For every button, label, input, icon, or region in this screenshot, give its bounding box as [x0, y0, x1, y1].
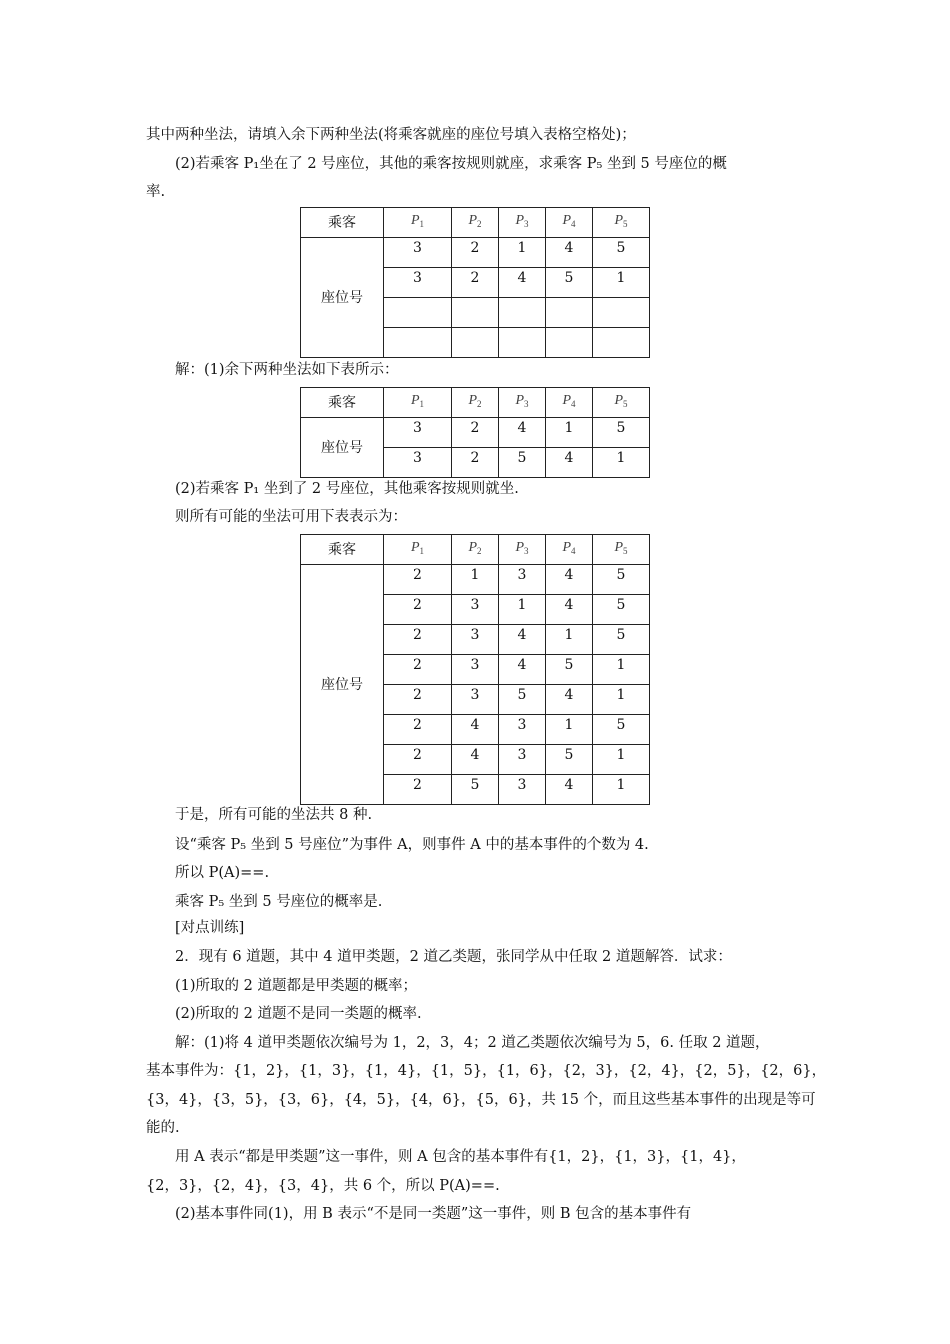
header-passenger-p1 — [384, 388, 452, 418]
passenger-index: 3 — [524, 219, 529, 229]
text-line: [对点训练] — [175, 920, 245, 936]
passenger-index: 5 — [623, 546, 628, 556]
passenger-symbol: P — [468, 213, 478, 228]
text-line: 2．现有 6 道题，其中 4 道甲类题，2 道乙类题，张同学从中任取 2 道题解答．试求： — [175, 949, 732, 965]
text-line: 解：(1)余下两种坐法如下表所示： — [175, 362, 399, 378]
seat-cell: 2 — [384, 685, 452, 715]
seat-cell: 5 — [593, 418, 650, 448]
passenger-index: 1 — [419, 546, 425, 556]
header-passenger-p5 — [593, 208, 650, 238]
text-line: 能的. — [146, 1120, 180, 1136]
text-line: 基本事件为：{1，2}，{1，3}，{1，4}，{1，5}，{1，6}，{2，3}，{2，4}，{2，5}，{2，6}， — [146, 1063, 827, 1079]
text-line: {2，3}，{2，4}，{3，4}，共 6 个，所以 P(A)==. — [146, 1178, 500, 1194]
seat-cell: 5 — [593, 238, 650, 268]
header-passenger: 乘客 — [301, 208, 384, 238]
seat-cell: 4 — [499, 625, 546, 655]
passenger-symbol: P — [515, 393, 525, 408]
passenger-symbol: P — [468, 540, 478, 555]
passenger-index: 4 — [571, 219, 576, 229]
seat-cell: 2 — [452, 268, 499, 298]
text-line: (1)所取的 2 道题都是甲类题的概率； — [175, 978, 417, 994]
seat-cell: 4 — [546, 448, 593, 478]
passenger-index: 4 — [571, 399, 576, 409]
passenger-index: 1 — [419, 219, 425, 229]
passenger-symbol: P — [562, 393, 572, 408]
seat-cell: 1 — [593, 745, 650, 775]
seating-table-1 — [300, 207, 650, 358]
seat-cell: 1 — [593, 268, 650, 298]
seat-cell: 2 — [384, 715, 452, 745]
text-line: {3，4}，{3，5}，{3，6}，{4，5}，{4，6}，{5，6}，共 15 个，而且这些基本事件的出现是等可 — [146, 1092, 816, 1108]
seat-cell — [384, 328, 452, 358]
passenger-index: 2 — [477, 219, 482, 229]
text-line: 则所有可能的坐法可用下表表示为： — [175, 509, 407, 525]
seat-cell: 1 — [452, 565, 499, 595]
passenger-symbol: P — [468, 393, 478, 408]
seat-cell: 3 — [452, 625, 499, 655]
seat-cell — [384, 298, 452, 328]
seat-cell: 2 — [384, 595, 452, 625]
passenger-symbol: P — [410, 540, 420, 555]
text-line: 于是，所有可能的坐法共 8 种. — [175, 807, 373, 823]
seat-cell: 5 — [546, 268, 593, 298]
passenger-symbol: P — [410, 213, 420, 228]
seat-cell: 2 — [384, 565, 452, 595]
passenger-index: 2 — [477, 546, 482, 556]
seating-table-2 — [300, 387, 650, 478]
seat-cell: 1 — [546, 715, 593, 745]
text-line: (2)若乘客 P₁坐在了 2 号座位，其他的乘客按规则就座，求乘客 P₅ 坐到 5 号座位的概 — [175, 156, 727, 172]
passenger-index: 1 — [419, 399, 425, 409]
seat-cell: 4 — [546, 595, 593, 625]
seat-cell: 1 — [593, 448, 650, 478]
text-line: (2)所取的 2 道题不是同一类题的概率. — [175, 1006, 422, 1022]
seat-cell: 1 — [593, 775, 650, 805]
seat-cell: 2 — [384, 745, 452, 775]
seat-cell: 5 — [593, 595, 650, 625]
header-passenger-p3 — [499, 208, 546, 238]
seat-cell: 3 — [452, 655, 499, 685]
seat-cell: 4 — [452, 715, 499, 745]
passenger-symbol: P — [614, 213, 624, 228]
seat-cell: 2 — [452, 238, 499, 268]
row-label-seat: 座位号 — [301, 418, 384, 478]
header-passenger-p1 — [384, 208, 452, 238]
header-passenger-p2 — [452, 388, 499, 418]
seat-cell: 4 — [546, 775, 593, 805]
header-passenger-p4 — [546, 388, 593, 418]
seat-cell: 2 — [384, 655, 452, 685]
seat-cell: 5 — [593, 715, 650, 745]
table-row — [301, 565, 650, 595]
seat-cell: 4 — [499, 655, 546, 685]
text-line: 所以 P(A)==. — [175, 865, 270, 881]
seat-cell: 2 — [384, 625, 452, 655]
text-line: 解：(1)将 4 道甲类题依次编号为 1，2，3，4；2 道乙类题依次编号为 5，6. 任取 2 道题， — [175, 1035, 770, 1051]
text-line: 乘客 P₅ 坐到 5 号座位的概率是. — [175, 894, 383, 910]
seat-cell: 2 — [452, 448, 499, 478]
seat-cell: 1 — [499, 595, 546, 625]
seat-cell — [452, 298, 499, 328]
table-row — [301, 238, 650, 268]
text-line: (2)基本事件同(1)，用 B 表示“不是同一类题”这一事件，则 B 包含的基本事件有 — [175, 1206, 692, 1222]
seat-cell: 1 — [546, 418, 593, 448]
seat-cell: 5 — [499, 685, 546, 715]
row-label-seat: 座位号 — [301, 565, 384, 805]
passenger-index: 3 — [524, 546, 529, 556]
seat-cell: 5 — [546, 745, 593, 775]
seat-cell — [499, 328, 546, 358]
seat-cell: 4 — [499, 268, 546, 298]
header-passenger-p3 — [499, 535, 546, 565]
passenger-symbol: P — [614, 540, 624, 555]
seat-cell: 5 — [499, 448, 546, 478]
header-passenger-p3 — [499, 388, 546, 418]
seat-cell: 3 — [452, 685, 499, 715]
header-passenger-p5 — [593, 388, 650, 418]
seat-cell: 1 — [546, 625, 593, 655]
seat-cell — [546, 328, 593, 358]
passenger-index: 2 — [477, 399, 482, 409]
text-line: 用 A 表示“都是甲类题”这一事件，则 A 包含的基本事件有{1，2}，{1，3}，{1，4}， — [175, 1149, 746, 1165]
seat-cell: 3 — [452, 595, 499, 625]
passenger-symbol: P — [410, 393, 420, 408]
seat-cell — [499, 298, 546, 328]
seat-cell — [593, 328, 650, 358]
seat-cell: 1 — [593, 655, 650, 685]
seat-cell: 4 — [546, 238, 593, 268]
seat-cell: 3 — [384, 268, 452, 298]
passenger-symbol: P — [515, 213, 525, 228]
header-passenger-p4 — [546, 208, 593, 238]
row-label-seat: 座位号 — [301, 238, 384, 358]
passenger-symbol: P — [515, 540, 525, 555]
passenger-symbol: P — [614, 393, 624, 408]
seat-cell: 3 — [384, 448, 452, 478]
seat-cell: 3 — [499, 745, 546, 775]
header-passenger: 乘客 — [301, 535, 384, 565]
passenger-index: 5 — [623, 399, 628, 409]
header-passenger-p2 — [452, 535, 499, 565]
text-line: 其中两种坐法，请填入余下两种坐法(将乘客就座的座位号填入表格空格处)； — [146, 127, 636, 143]
seat-cell: 5 — [593, 625, 650, 655]
seat-cell: 1 — [499, 238, 546, 268]
seat-cell: 4 — [499, 418, 546, 448]
seat-cell: 3 — [499, 715, 546, 745]
seat-cell: 3 — [384, 238, 452, 268]
seat-cell: 1 — [593, 685, 650, 715]
seat-cell — [452, 328, 499, 358]
seat-cell: 5 — [593, 565, 650, 595]
seat-cell — [546, 298, 593, 328]
text-line: 设“乘客 P₅ 坐到 5 号座位”为事件 A，则事件 A 中的基本事件的个数为 4. — [175, 837, 649, 853]
seat-cell: 3 — [499, 775, 546, 805]
seat-cell: 2 — [452, 418, 499, 448]
seat-cell: 4 — [452, 745, 499, 775]
seat-cell: 5 — [452, 775, 499, 805]
passenger-symbol: P — [562, 540, 572, 555]
header-passenger-p1 — [384, 535, 452, 565]
text-line: (2)若乘客 P₁ 坐到了 2 号座位，其他乘客按规则就坐. — [175, 481, 519, 497]
seat-cell: 3 — [384, 418, 452, 448]
seat-cell: 4 — [546, 685, 593, 715]
seating-table-3 — [300, 534, 650, 805]
passenger-index: 3 — [524, 399, 529, 409]
seat-cell — [593, 298, 650, 328]
table-row — [301, 418, 650, 448]
seat-cell: 2 — [384, 775, 452, 805]
header-passenger-p5 — [593, 535, 650, 565]
header-passenger-p2 — [452, 208, 499, 238]
seat-cell: 5 — [546, 655, 593, 685]
seat-cell: 3 — [499, 565, 546, 595]
passenger-index: 4 — [571, 546, 576, 556]
passenger-symbol: P — [562, 213, 572, 228]
header-passenger-p4 — [546, 535, 593, 565]
header-passenger: 乘客 — [301, 388, 384, 418]
passenger-index: 5 — [623, 219, 628, 229]
seat-cell: 4 — [546, 565, 593, 595]
text-line: 率. — [146, 184, 166, 200]
